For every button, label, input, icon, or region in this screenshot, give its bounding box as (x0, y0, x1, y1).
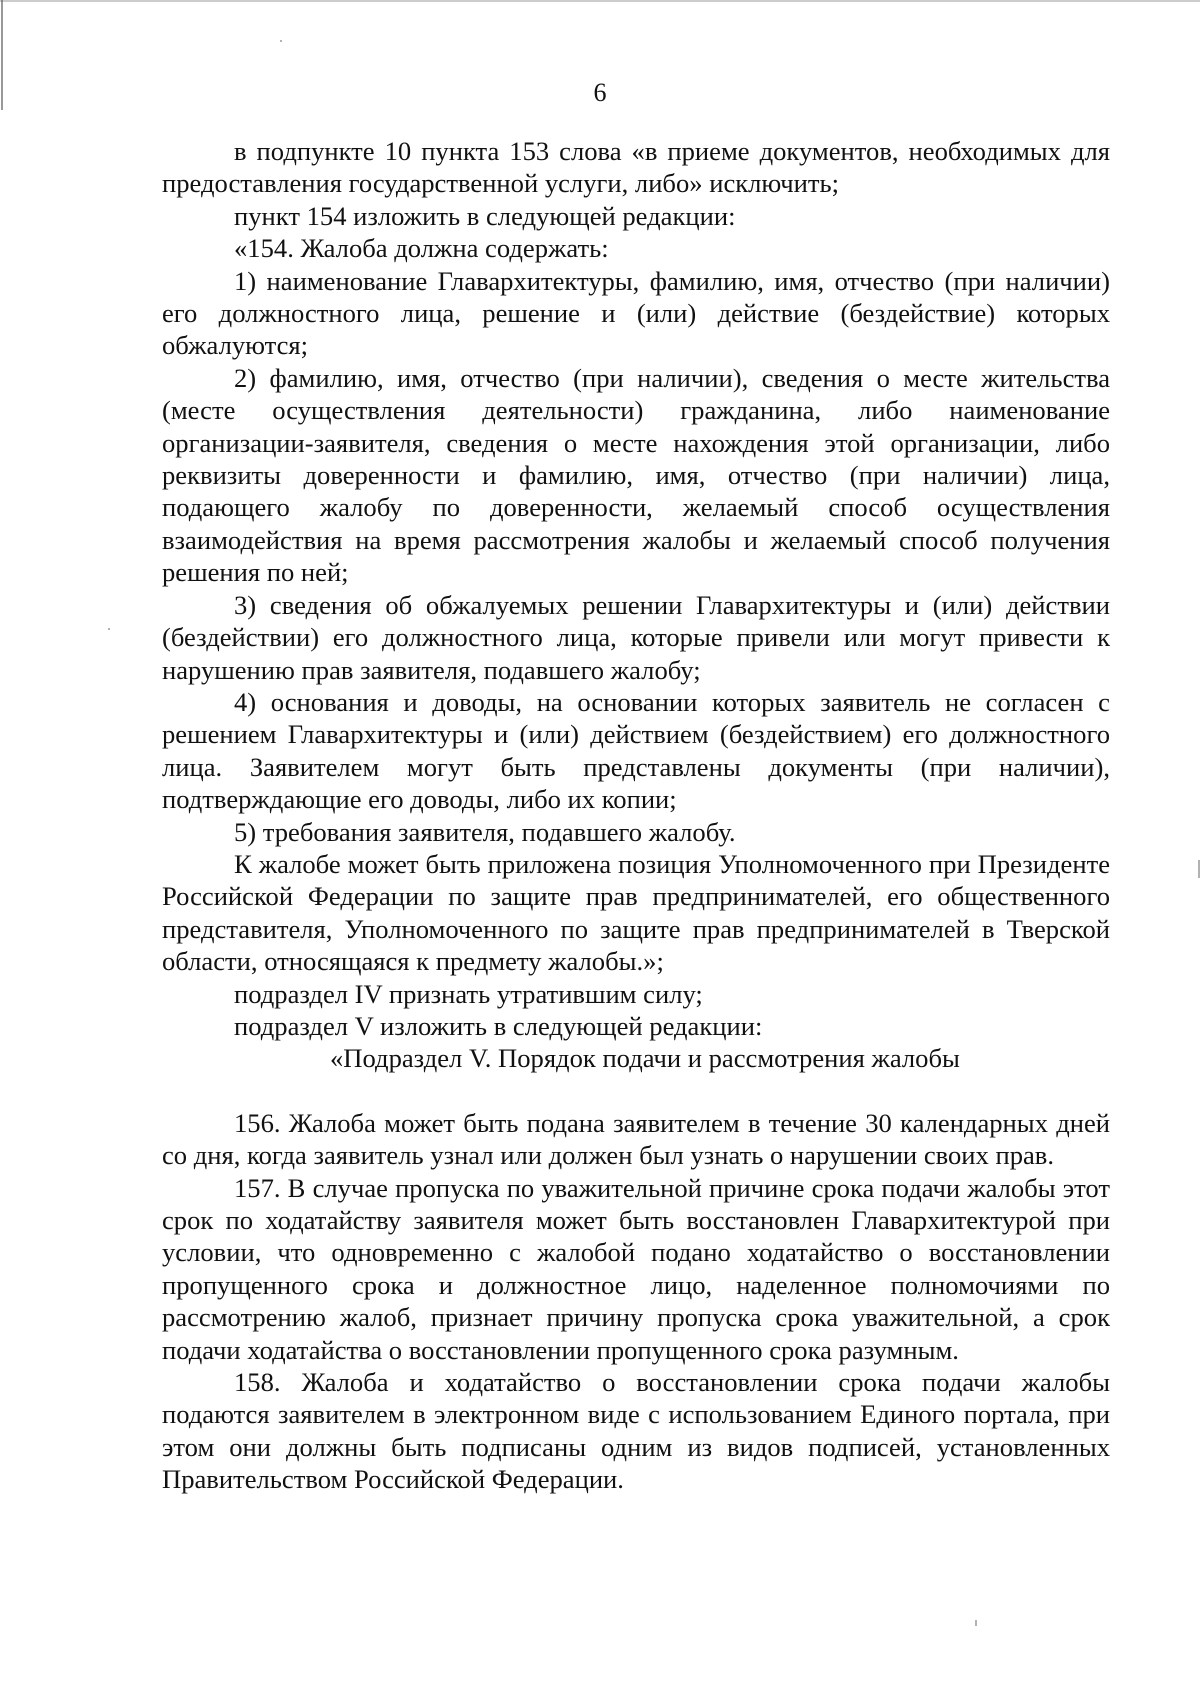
scan-speck (108, 628, 110, 630)
scan-edge-top (0, 0, 1200, 2)
list-item-2: 2) фамилию, имя, отчество (при наличии), сведения о месте жительства (месте осуществления деятельности) гражданина, либо наименование организации-заявителя, сведения о месте нахождения этой организации, либо реквизиты доверенности и фамилию, имя, отчество (при наличии) лица, подающего жалобу по доверенности, желаемый способ осуществления взаимодействия на время рассмотрения жалобы и желаемый способ получения решения по ней; (162, 362, 1110, 588)
subsection-heading: «Подраздел V. Порядок подачи и рассмотрения жалобы (330, 1043, 960, 1074)
paragraph-1: в подпункте 10 пункта 153 слова «в приеме документов, необходимых для предоставления государственной услуги, либо» исключить; (162, 136, 1110, 199)
paragraph-subsection-iv: подраздел IV признать утратившим силу; (234, 978, 703, 1009)
paragraph-156: 156. Жалоба может быть подана заявителем в течение 30 календарных дней со дня, когда заявитель узнал или должен был узнать о нарушении своих прав. (162, 1107, 1110, 1171)
paragraph-158: 158. Жалоба и ходатайство о восстановлении срока подачи жалобы подаются заявителем в электронном виде с использованием Единого портала, при этом они должны быть подписаны одним из видов подписей, установленных Правительством Российской Федерации. (162, 1367, 1110, 1495)
scan-speck (280, 40, 282, 42)
paragraph-157: 157. В случае пропуска по уважительной причине срока подачи жалобы этот срок по ходатайству заявителя может быть восстановлен Главархитектурой при условии, что одновременно с жалобой подано ходатайство о восстановлении пропущенного срока и должностное лицо, наделенное полномочиями по рассмотрению жалоб, признает причину пропуска срока уважительной, а срок подачи ходатайства о восстановлении пропущенного срока разумным. (162, 1172, 1110, 1365)
paragraph-2: пункт 154 изложить в следующей редакции: (234, 200, 736, 231)
document-body (162, 135, 1110, 1496)
list-item-5: 5) требования заявителя, подавшего жалобу. (234, 816, 736, 847)
paragraph-subsection-v: подраздел V изложить в следующей редакции: (234, 1010, 763, 1041)
scan-speck (975, 1620, 977, 1626)
paragraph-3: «154. Жалоба должна содержать: (234, 233, 609, 264)
page-number: 6 (593, 78, 607, 107)
list-item-4: 4) основания и доводы, на основании которых заявитель не согласен с решением Главархитектуры и (или) действием (бездействием) его должностного лица. Заявителем могут быть представлены документы (при наличии), подтверждающие его доводы, либо их копии; (162, 686, 1110, 815)
list-item-3: 3) сведения об обжалуемых решении Главархитектуры и (или) действии (бездействии) его должностного лица, которые привели или могут привести к нарушению прав заявителя, подавшего жалобу; (162, 589, 1110, 685)
list-item-1: 1) наименование Главархитектуры, фамилию, имя, отчество (при наличии) его должностного лица, решение и (или) действие (бездействие) которых обжалуются; (162, 265, 1110, 361)
paragraph-attachment: К жалобе может быть приложена позиция Уполномоченного при Президенте Российской Федерации по защите прав предпринимателей, его общественного представителя, Уполномоченного по защите прав предпринимателей в Тверской области, относящаяся к предмету жалобы.»; (162, 848, 1110, 977)
